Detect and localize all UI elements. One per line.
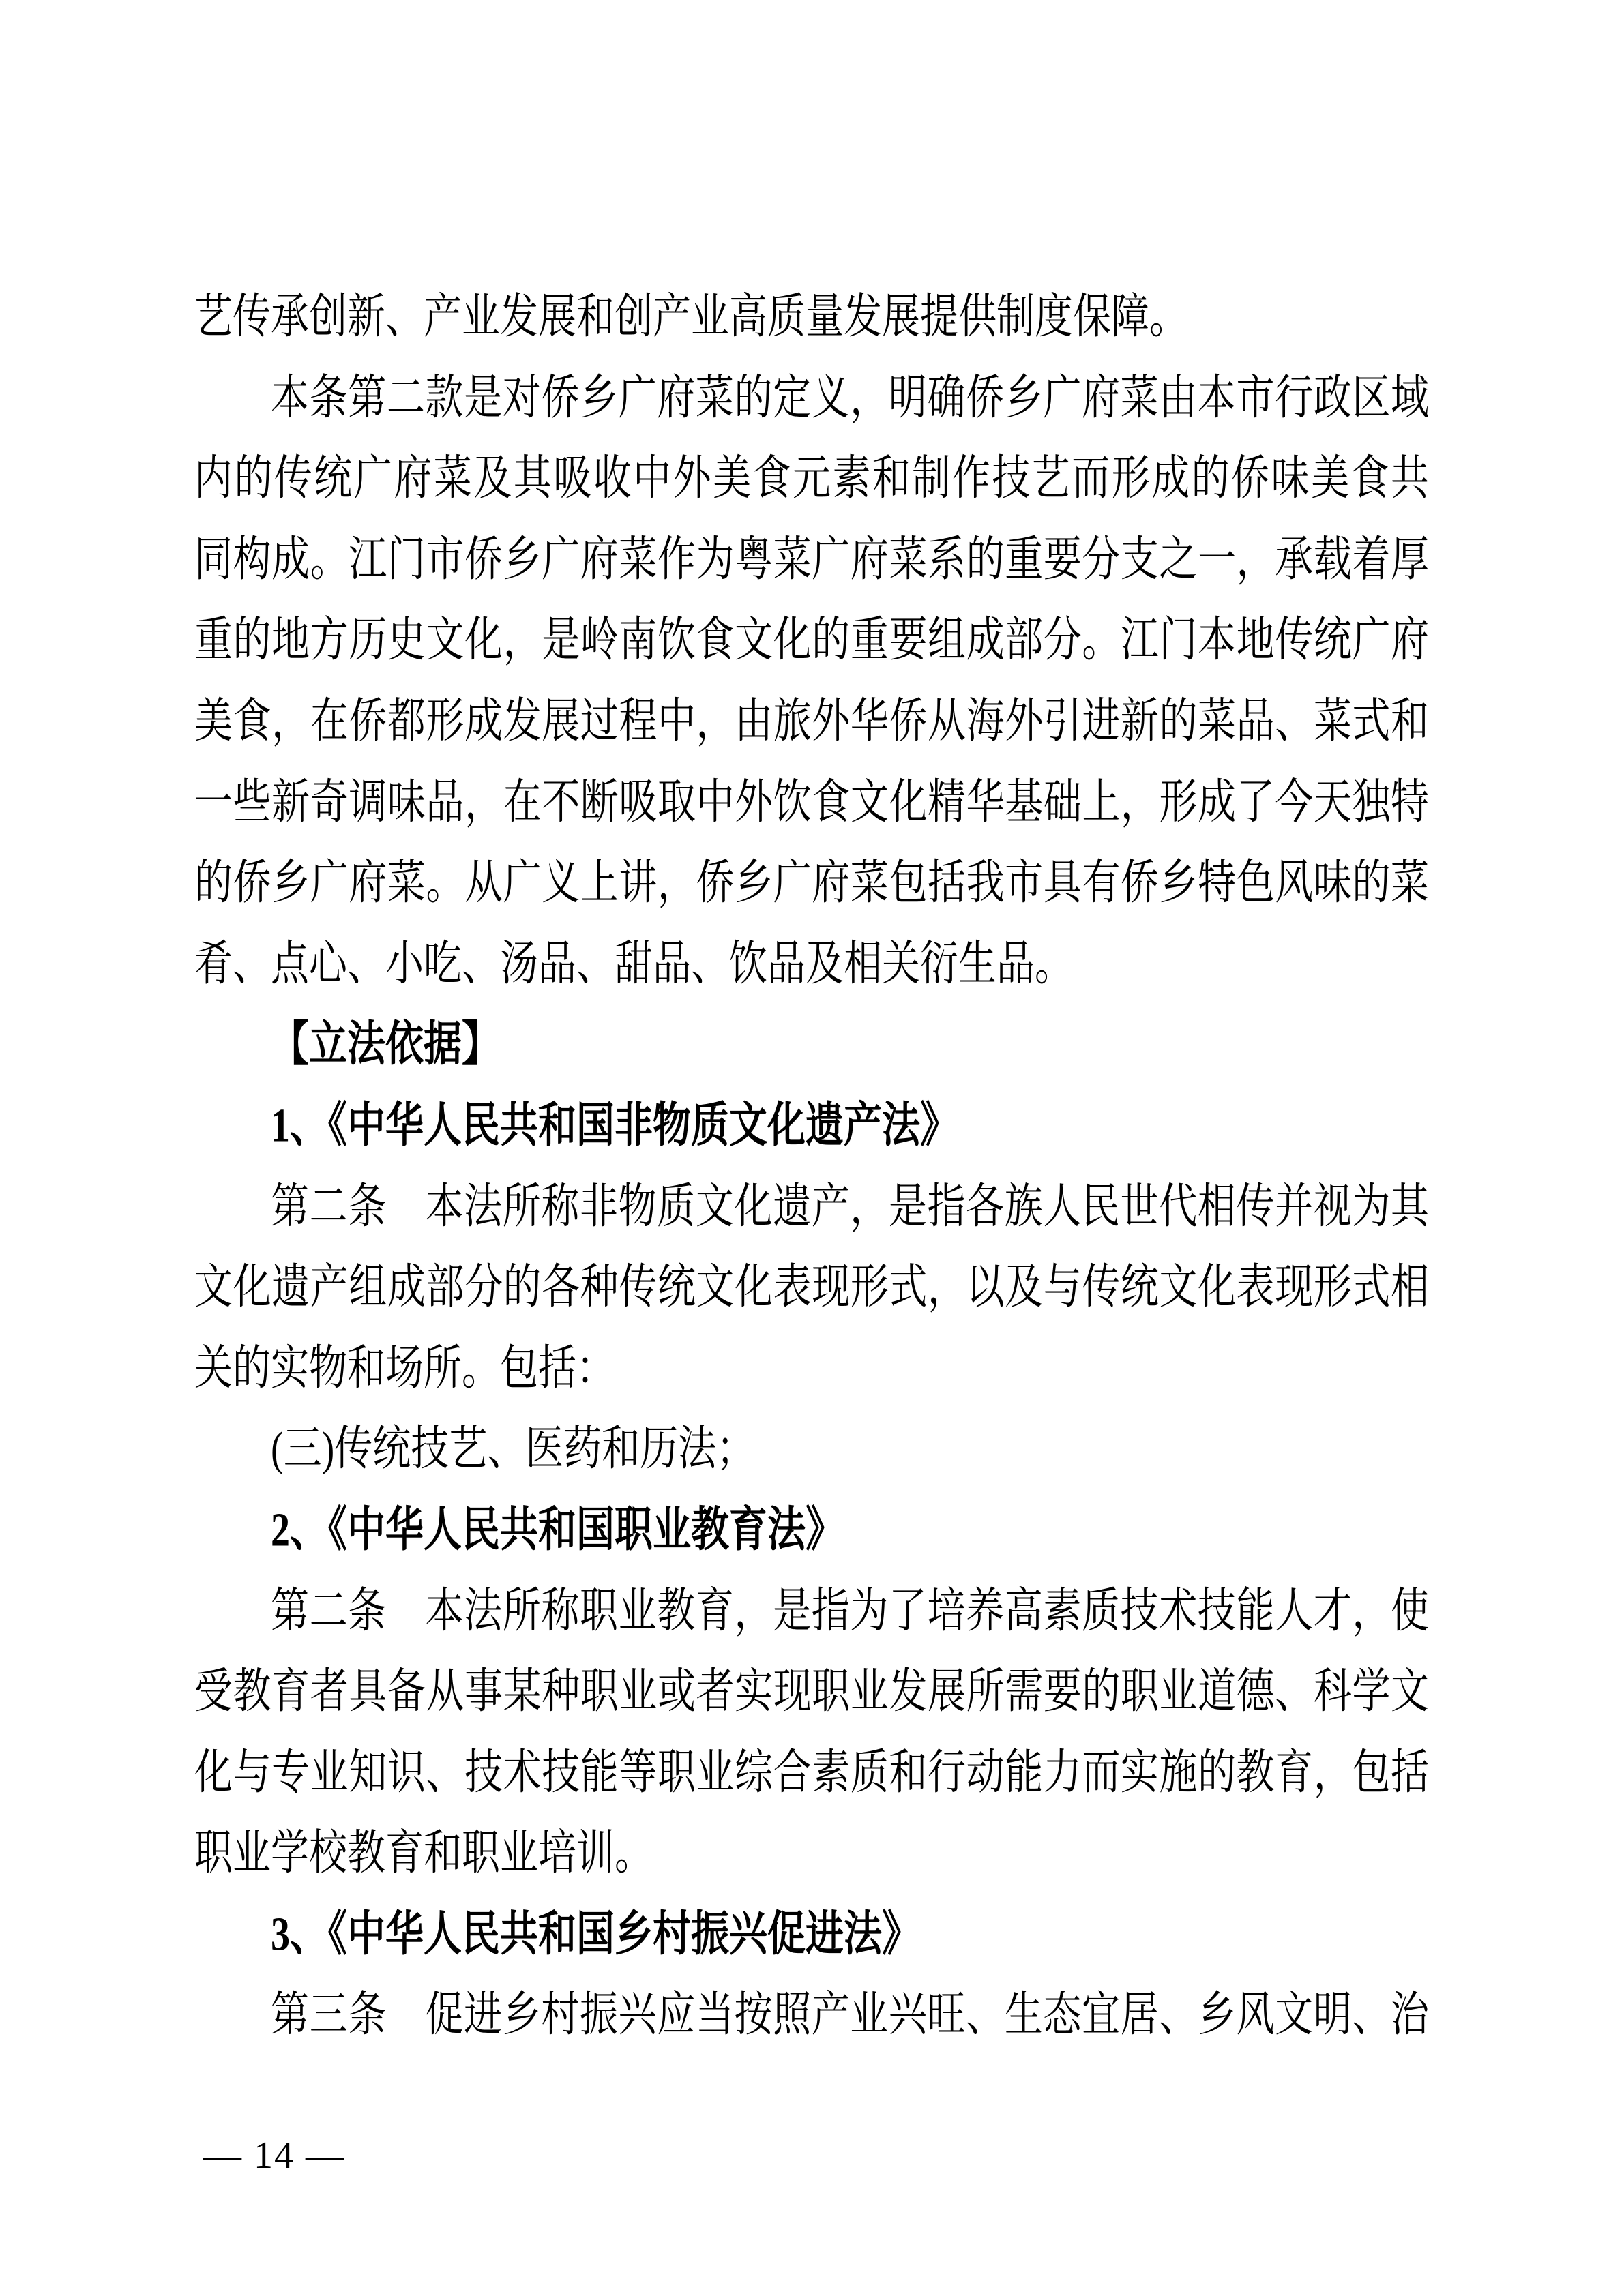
text-line: 美食，在侨都形成发展过程中，由旅外华侨从海外引进新的菜品、菜式和 <box>194 695 1429 748</box>
text-line: 一些新奇调味品，在不断吸取中外饮食文化精华基础上，形成了今天独特 <box>194 775 1429 829</box>
text-line: 文化遗产组成部分的各种传统文化表现形式，以及与传统文化表现形式相 <box>194 1261 1429 1314</box>
text-line: 2、《中华人民共和国职业教育法》 <box>271 1504 844 1557</box>
text-line: 内的传统广府菜及其吸收中外美食元素和制作技艺而形成的侨味美食共 <box>194 452 1429 505</box>
text-line: 艺传承创新、产业发展和创产业高质量发展提供制度保障。 <box>194 290 1187 344</box>
text-line: 职业学校教育和职业培训。 <box>194 1827 653 1880</box>
page-number: — 14 — <box>203 2134 345 2177</box>
text-line: 受教育者具备从事某种职业或者实现职业发展所需要的职业道德、科学文 <box>194 1665 1429 1718</box>
document-body <box>194 277 1429 2056</box>
text-line: 第二条 本法所称非物质文化遗产，是指各族人民世代相传并视为其 <box>271 1180 1429 1234</box>
text-line: 【立法依据】 <box>271 1018 500 1072</box>
text-line: 本条第二款是对侨乡广府菜的定义，明确侨乡广府菜由本市行政区域 <box>271 371 1429 425</box>
text-line: 同构成。江门市侨乡广府菜作为粤菜广府菜系的重要分支之一，承载着厚 <box>194 533 1429 586</box>
text-line: 第二条 本法所称职业教育，是指为了培养高素质技术技能人才，使 <box>271 1584 1429 1638</box>
text-line: 重的地方历史文化，是岭南饮食文化的重要组成部分。江门本地传统广府 <box>194 614 1429 668</box>
text-line: 肴、点心、小吃、汤品、甜品、饮品及相关衍生品。 <box>194 937 1073 991</box>
text-line: 的侨乡广府菜。从广义上讲，侨乡广府菜包括我市具有侨乡特色风味的菜 <box>194 856 1429 910</box>
text-line: 3、《中华人民共和国乡村振兴促进法》 <box>271 1908 920 1961</box>
text-line: 第三条 促进乡村振兴应当按照产业兴旺、生态宜居、乡风文明、治 <box>271 1988 1429 2042</box>
text-line: 1、《中华人民共和国非物质文化遗产法》 <box>271 1099 958 1152</box>
text-line: 关的实物和场所。包括： <box>194 1341 615 1395</box>
text-line: 化与专业知识、技术技能等职业综合素质和行动能力而实施的教育，包括 <box>194 1746 1429 1800</box>
text-line: (三)传统技艺、医药和历法； <box>271 1422 755 1476</box>
